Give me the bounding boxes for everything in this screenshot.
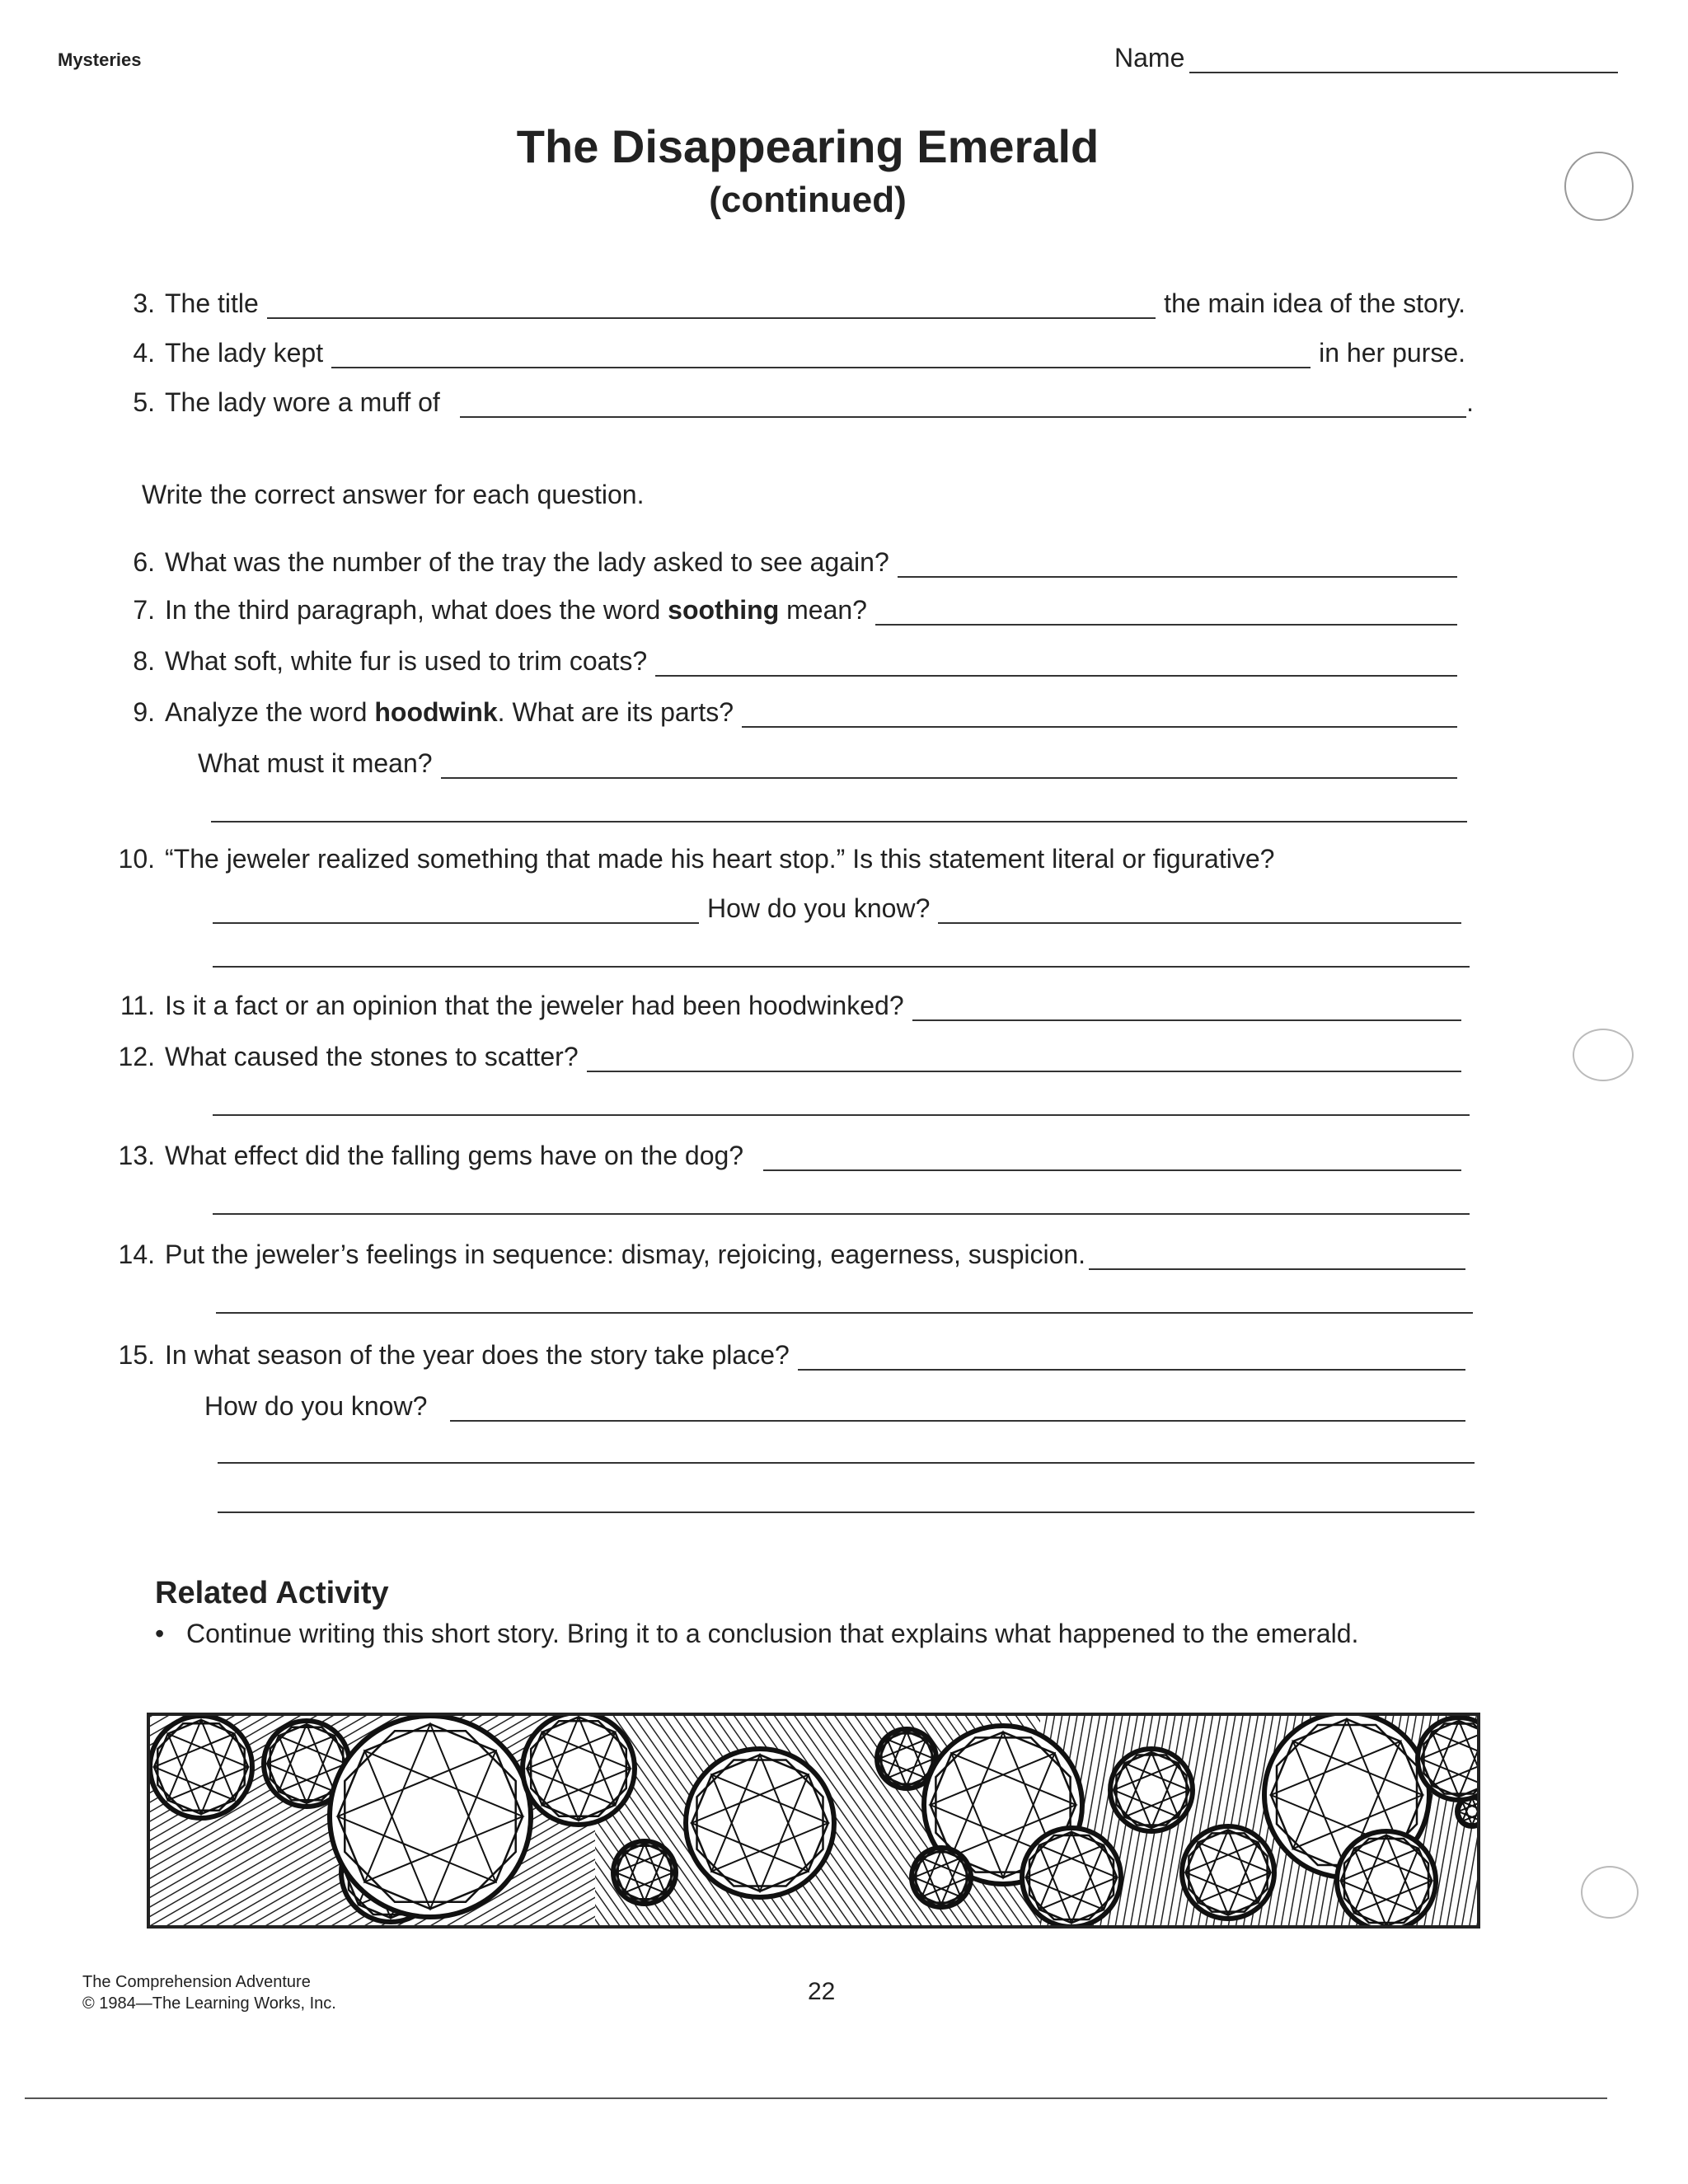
item-number: 9. [133, 697, 155, 727]
book-title: The Comprehension Adventure [82, 1973, 311, 1991]
gem-illustration-svg [150, 1716, 1477, 1925]
question-13 [106, 1141, 1470, 1171]
item-number: 6. [133, 547, 155, 577]
gem-outline [1110, 1749, 1193, 1831]
question-15 [106, 1340, 1474, 1371]
answer-line[interactable] [213, 1114, 1470, 1116]
item-text-after: . [1466, 387, 1474, 417]
answer-line[interactable] [218, 1462, 1475, 1464]
answer-line[interactable] [216, 1312, 1473, 1314]
item-text-before: The title [165, 288, 259, 318]
item-number: 10. [118, 844, 155, 874]
answer-blank[interactable] [912, 996, 1461, 1021]
name-label: Name [1114, 43, 1185, 73]
question-text: mean? [786, 595, 867, 625]
page-number: 22 [808, 1978, 836, 2005]
gem-outline [1182, 1826, 1274, 1919]
page-subtitle: (continued) [709, 180, 907, 220]
question-15-sub [204, 1391, 1474, 1422]
item-text-after: the main idea of the story. [1164, 288, 1465, 318]
question-12 [106, 1042, 1470, 1072]
question-text: “The jeweler realized something that made his heart stop.” Is this statement literal or figurative? [165, 844, 1275, 874]
fill-in-3 [106, 288, 1465, 319]
bullet: • [155, 1619, 165, 1648]
question-6 [106, 547, 1465, 578]
binder-hole [1564, 152, 1634, 221]
question-subtext: How do you know? [204, 1391, 428, 1421]
answer-line[interactable] [213, 1213, 1470, 1215]
footer-credit [82, 1971, 336, 2014]
item-number: 4. [133, 338, 155, 368]
question-7 [106, 595, 1465, 626]
fill-in-4 [106, 338, 1465, 368]
answer-blank[interactable] [441, 754, 1457, 779]
answer-line[interactable] [213, 966, 1470, 968]
bold-word: soothing [668, 595, 780, 625]
item-number: 8. [133, 646, 155, 676]
question-subtext: How do you know? [707, 893, 931, 923]
related-activity-item [155, 1615, 1474, 1652]
related-activity-heading: Related Activity [155, 1576, 389, 1610]
section-label: Mysteries [58, 49, 142, 70]
answer-blank[interactable] [213, 899, 699, 924]
gem-outline [1418, 1718, 1477, 1800]
answer-blank[interactable] [875, 601, 1457, 626]
question-text: In the third paragraph, what does the word [165, 595, 661, 625]
gem-outline [150, 1716, 252, 1818]
question-text: Is it a fact or an opinion that the jeweler had been hoodwinked? [165, 991, 904, 1020]
item-text-after: in her purse. [1319, 338, 1465, 368]
answer-blank[interactable] [763, 1146, 1461, 1171]
item-text-before: The lady wore a muff of [165, 387, 440, 417]
question-9 [106, 697, 1465, 728]
answer-blank[interactable] [655, 652, 1457, 677]
item-text-before: The lady kept [165, 338, 324, 368]
item-number: 7. [133, 595, 155, 625]
question-8 [106, 646, 1465, 677]
item-number: 15. [118, 1340, 155, 1370]
answer-blank[interactable] [798, 1346, 1465, 1371]
gem-outline [330, 1716, 531, 1917]
question-text: What effect did the falling gems have on the dog? [165, 1141, 744, 1170]
answer-blank[interactable] [898, 553, 1457, 578]
name-field[interactable] [1114, 43, 1618, 73]
item-number: 5. [133, 387, 155, 417]
answer-blank[interactable] [1089, 1245, 1465, 1270]
gem-outline [523, 1716, 635, 1825]
question-text: Analyze the word [165, 697, 368, 727]
item-number: 11. [120, 991, 155, 1020]
question-text: Put the jeweler’s feelings in sequence: dismay, rejoicing, eagerness, suspicion. [165, 1240, 1086, 1269]
item-number: 3. [133, 288, 155, 318]
fill-in-5 [106, 387, 1474, 418]
binder-hole [1573, 1029, 1634, 1081]
gem-illustration [147, 1713, 1480, 1929]
answer-blank[interactable] [331, 344, 1311, 368]
gem-outline [1337, 1831, 1436, 1925]
answer-blank[interactable] [742, 703, 1457, 728]
item-number: 13. [118, 1141, 155, 1170]
question-subtext: What must it mean? [198, 748, 433, 778]
related-activity-text: Continue writing this short story. Bring it to a conclusion that explains what happened to the emerald. [186, 1619, 1359, 1648]
question-text: What soft, white fur is used to trim coats? [165, 646, 648, 676]
item-number: 12. [118, 1042, 155, 1071]
gem-outline [686, 1749, 834, 1897]
gem-outline [1022, 1828, 1121, 1925]
answer-line[interactable] [211, 821, 1467, 823]
bold-word: hoodwink [374, 697, 498, 727]
question-11 [106, 991, 1470, 1021]
page-edge-line [25, 2097, 1607, 2099]
question-9-sub [198, 748, 1465, 779]
answer-blank[interactable] [938, 899, 1461, 924]
copyright: © 1984—The Learning Works, Inc. [82, 1994, 336, 2013]
question-10-answer [213, 893, 1470, 924]
question-text: . What are its parts? [497, 697, 734, 727]
answer-blank[interactable] [460, 393, 1466, 418]
question-10 [106, 844, 1490, 874]
item-number: 14. [118, 1240, 155, 1269]
name-blank[interactable] [1189, 50, 1618, 73]
question-text: What was the number of the tray the lady asked to see again? [165, 547, 889, 577]
gem-outline [613, 1841, 676, 1904]
question-14 [106, 1240, 1474, 1270]
binder-hole [1581, 1866, 1639, 1919]
answer-blank[interactable] [587, 1047, 1461, 1072]
question-text: What caused the stones to scatter? [165, 1042, 579, 1071]
page-title: The Disappearing Emerald [516, 120, 1100, 172]
answer-line[interactable] [218, 1511, 1475, 1513]
question-text: In what season of the year does the story take place? [165, 1340, 790, 1370]
answer-blank[interactable] [450, 1397, 1465, 1422]
answer-blank[interactable] [267, 294, 1156, 319]
instruction: Write the correct answer for each question. [142, 480, 645, 509]
